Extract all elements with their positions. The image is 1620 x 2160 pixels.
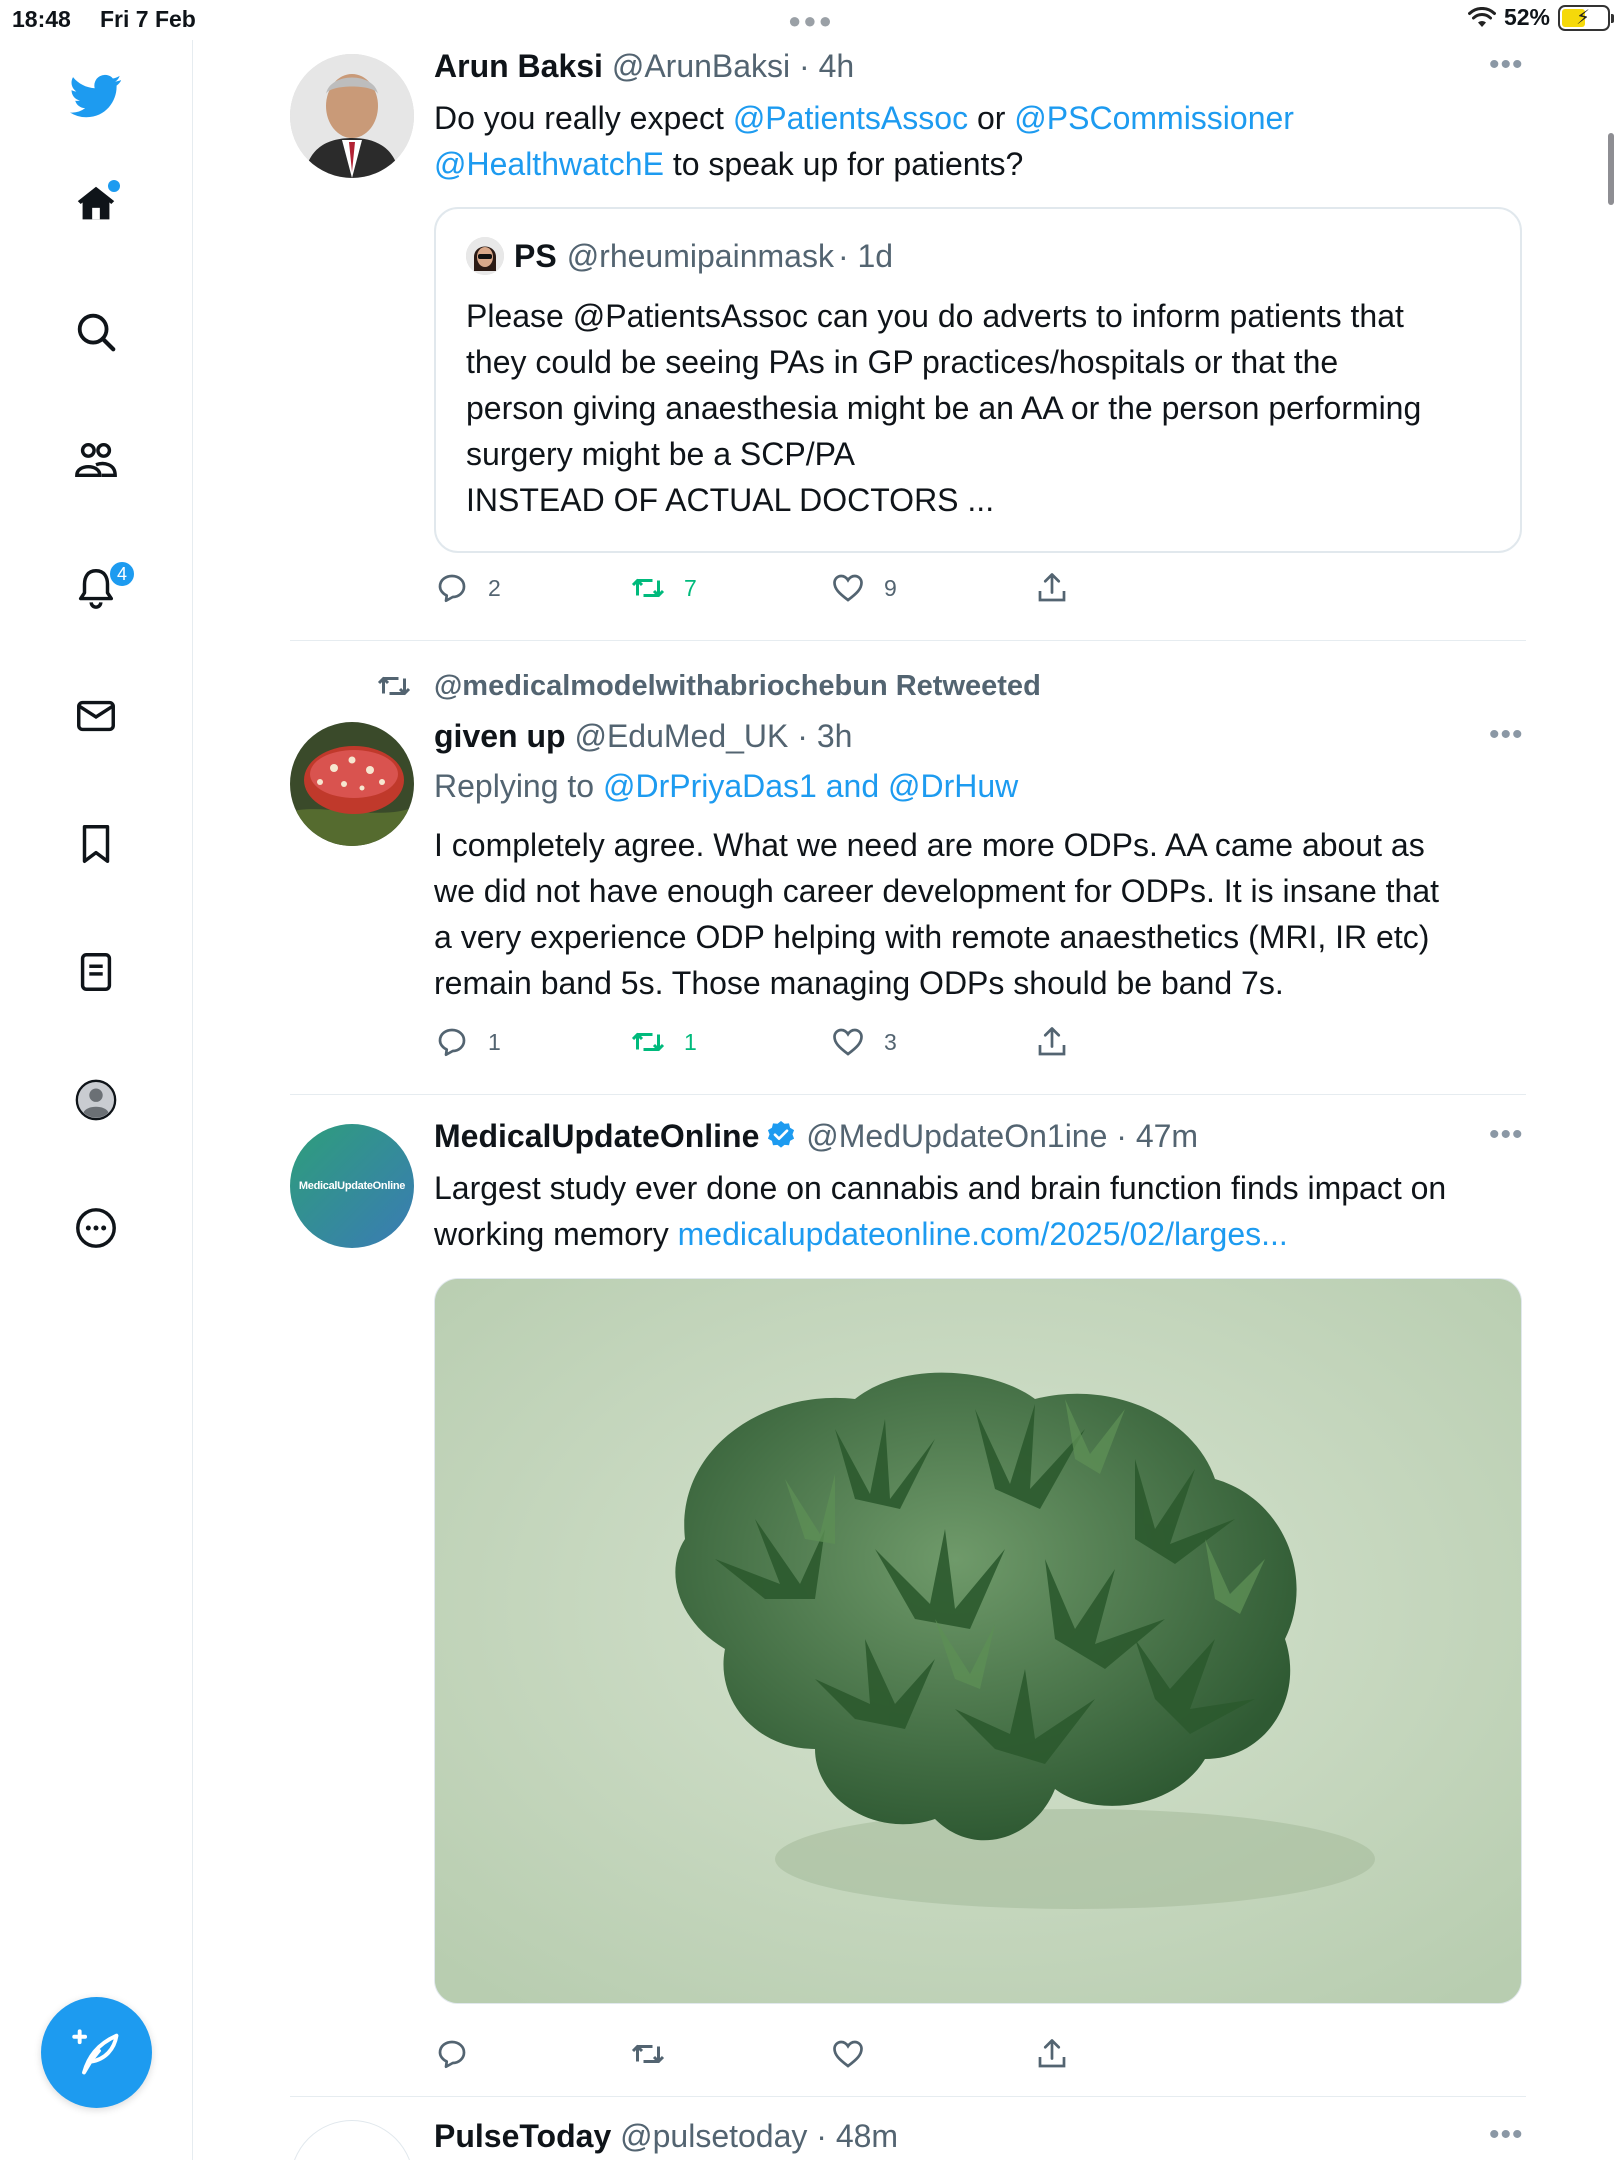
- retweet-button[interactable]: [630, 1024, 697, 1060]
- author-name[interactable]: MedicalUpdateOnline: [434, 1118, 760, 1154]
- profile-icon[interactable]: [66, 1070, 126, 1130]
- heart-icon: [830, 1024, 866, 1060]
- wifi-icon: [1468, 7, 1496, 29]
- share-button[interactable]: [1034, 2036, 1070, 2072]
- quote-text: [466, 293, 1506, 523]
- retweet-icon: [630, 570, 666, 606]
- status-date: Fri 7 Feb: [100, 6, 196, 32]
- compose-tweet-icon: [71, 2027, 123, 2079]
- reply-button[interactable]: [434, 570, 501, 606]
- tweet-time: · 47m: [1116, 1118, 1199, 1154]
- brain-cannabis-image: [435, 1279, 1522, 2004]
- author-handle[interactable]: @ArunBaksi: [611, 48, 791, 84]
- tweet-text: [434, 1165, 1534, 1257]
- retweet-label[interactable]: [376, 668, 1041, 704]
- mention-link[interactable]: @PSCommissioner: [1014, 100, 1294, 136]
- sidebar: [0, 40, 193, 2160]
- tweet-actions: [434, 570, 1434, 610]
- tweet-text: [434, 95, 1534, 187]
- tweet-header: [434, 718, 852, 755]
- tweet-media-image[interactable]: [434, 1278, 1522, 2004]
- quote-line: they could be seeing PAs in GP practices/hospitals or that the: [466, 344, 1339, 380]
- author-handle[interactable]: @MedUpdateOn1ine: [806, 1118, 1108, 1154]
- like-count: 3: [884, 1028, 897, 1055]
- battery-percent: 52%: [1503, 4, 1550, 30]
- share-icon: [1034, 2036, 1070, 2072]
- like-button[interactable]: [830, 570, 897, 606]
- tweet-more-icon[interactable]: •••: [1489, 1118, 1524, 1151]
- lists-icon[interactable]: [66, 942, 126, 1002]
- avatar-arun-baksi[interactable]: [290, 54, 414, 178]
- mention-link[interactable]: @HealthwatchE: [434, 146, 664, 182]
- communities-icon[interactable]: [66, 430, 126, 490]
- replying-to-mentions[interactable]: @DrPriyaDas1 and @DrHuw: [602, 768, 1019, 804]
- bookmarks-icon[interactable]: [66, 814, 126, 874]
- replying-prefix: Replying to: [434, 768, 603, 804]
- retweet-button[interactable]: [630, 2036, 666, 2072]
- reply-button[interactable]: [434, 1024, 501, 1060]
- avatar-medicalupdateonline[interactable]: [290, 1124, 414, 1248]
- tweet-link[interactable]: medicalupdateonline.com/2025/02/larges...: [677, 1216, 1288, 1252]
- avatar-ps: [466, 237, 504, 275]
- quote-line: surgery might be a SCP/PA: [466, 436, 855, 472]
- share-icon: [1034, 1024, 1070, 1060]
- quote-time: · 1d: [837, 237, 894, 274]
- avatar-given-up[interactable]: [290, 722, 414, 846]
- share-icon: [1034, 570, 1070, 606]
- mention-link[interactable]: @PatientsAssoc: [732, 100, 969, 136]
- compose-tweet-button[interactable]: [41, 1997, 152, 2108]
- tweet-time: · 3h: [797, 718, 853, 754]
- author-name[interactable]: PulseToday: [434, 2118, 612, 2154]
- status-bar: [0, 0, 1620, 40]
- tweet-line: [434, 1211, 1534, 1257]
- quote-line: person giving anaesthesia might be an AA or the person performing: [466, 390, 1422, 426]
- tweet-line: remain band 5s. Those managing ODPs should be band 7s.: [434, 965, 1284, 1001]
- share-button[interactable]: [1034, 570, 1070, 606]
- author-handle[interactable]: @pulsetoday: [620, 2118, 808, 2154]
- reply-icon: [434, 570, 470, 606]
- tweet-line: a very experience ODP helping with remote anaesthetics (MRI, IR etc): [434, 919, 1430, 955]
- share-button[interactable]: [1034, 1024, 1070, 1060]
- retweet-icon: [630, 2036, 666, 2072]
- tweet-header: [434, 48, 854, 85]
- search-icon[interactable]: [66, 302, 126, 362]
- quote-line: INSTEAD OF ACTUAL DOCTORS ...: [466, 482, 995, 518]
- tweet-time: · 48m: [816, 2118, 899, 2154]
- battery-icon: ⚡: [1558, 5, 1610, 31]
- multitasking-dots-icon[interactable]: ●●●: [788, 8, 834, 33]
- retweet-count: 7: [684, 574, 697, 601]
- scrollbar[interactable]: [1608, 133, 1614, 205]
- more-icon[interactable]: [66, 1198, 126, 1258]
- tweet-time: · 4h: [799, 48, 855, 84]
- retweet-icon: [630, 1024, 666, 1060]
- reply-icon: [434, 1024, 470, 1060]
- retweet-button[interactable]: [630, 570, 697, 606]
- tweet-more-icon[interactable]: •••: [1489, 48, 1524, 81]
- replying-to: [434, 768, 1018, 805]
- avatar-logo-text: MedicalUpdateOnline: [298, 1180, 406, 1192]
- notifications-icon[interactable]: [66, 558, 126, 618]
- verified-badge-icon: [765, 1119, 797, 1151]
- text-segment: or: [968, 100, 1015, 136]
- timeline-feed: [193, 40, 1593, 2160]
- text-segment: to speak up for patients?: [663, 146, 1024, 182]
- reply-icon: [434, 2036, 470, 2072]
- text-segment: working memory: [434, 1216, 678, 1252]
- quote-header: [466, 237, 893, 275]
- messages-icon[interactable]: [66, 686, 126, 746]
- twitter-bird-icon[interactable]: [66, 66, 126, 126]
- status-right: [1468, 4, 1610, 31]
- tweet-more-icon[interactable]: •••: [1489, 718, 1524, 751]
- avatar-pulsetoday[interactable]: [290, 2120, 414, 2160]
- tweet-text: [434, 822, 1534, 1006]
- tweet-header: [434, 1118, 1198, 1155]
- author-name[interactable]: Arun Baksi: [434, 48, 603, 84]
- tweet-actions: [434, 1024, 1434, 1064]
- author-name[interactable]: given up: [434, 718, 566, 754]
- like-button[interactable]: [830, 2036, 866, 2072]
- status-time: 18:48: [12, 6, 71, 32]
- quote-line: Please @PatientsAssoc can you do adverts to inform patients that: [466, 298, 1404, 334]
- notifications-badge: 4: [108, 560, 136, 588]
- tweet-line: I completely agree. What we need are more ODPs. AA came about as: [434, 827, 1425, 863]
- text-segment: Do you really expect: [434, 100, 733, 136]
- quoted-tweet[interactable]: [434, 207, 1522, 553]
- tweet-more-icon[interactable]: •••: [1489, 2118, 1524, 2151]
- tweet-divider: [290, 2096, 1526, 2097]
- home-unread-dot: [108, 180, 120, 192]
- tweet-actions: [434, 2036, 1434, 2076]
- reply-count: 2: [488, 574, 501, 601]
- quote-author-name: PS: [514, 237, 557, 274]
- retweet-count: 1: [684, 1028, 697, 1055]
- tweet-divider: [290, 1094, 1526, 1095]
- like-count: 9: [884, 574, 897, 601]
- quote-author-handle: @rheumipainmask: [566, 237, 834, 274]
- home-icon[interactable]: [66, 174, 126, 234]
- like-button[interactable]: [830, 1024, 897, 1060]
- tweet-header: [434, 2118, 898, 2155]
- author-handle[interactable]: @EduMed_UK: [574, 718, 789, 754]
- reply-count: 1: [488, 1028, 501, 1055]
- tweet-divider: [290, 640, 1526, 641]
- retweeted-by-text: @medicalmodelwithabriochebun Retweeted: [434, 669, 1041, 702]
- heart-icon: [830, 2036, 866, 2072]
- heart-icon: [830, 570, 866, 606]
- tweet-line: we did not have enough career development for ODPs. It is insane that: [434, 873, 1440, 909]
- retweet-small-icon: [376, 668, 412, 704]
- reply-button[interactable]: [434, 2036, 470, 2072]
- tweet-line: Largest study ever done on cannabis and brain function finds impact on: [434, 1170, 1447, 1206]
